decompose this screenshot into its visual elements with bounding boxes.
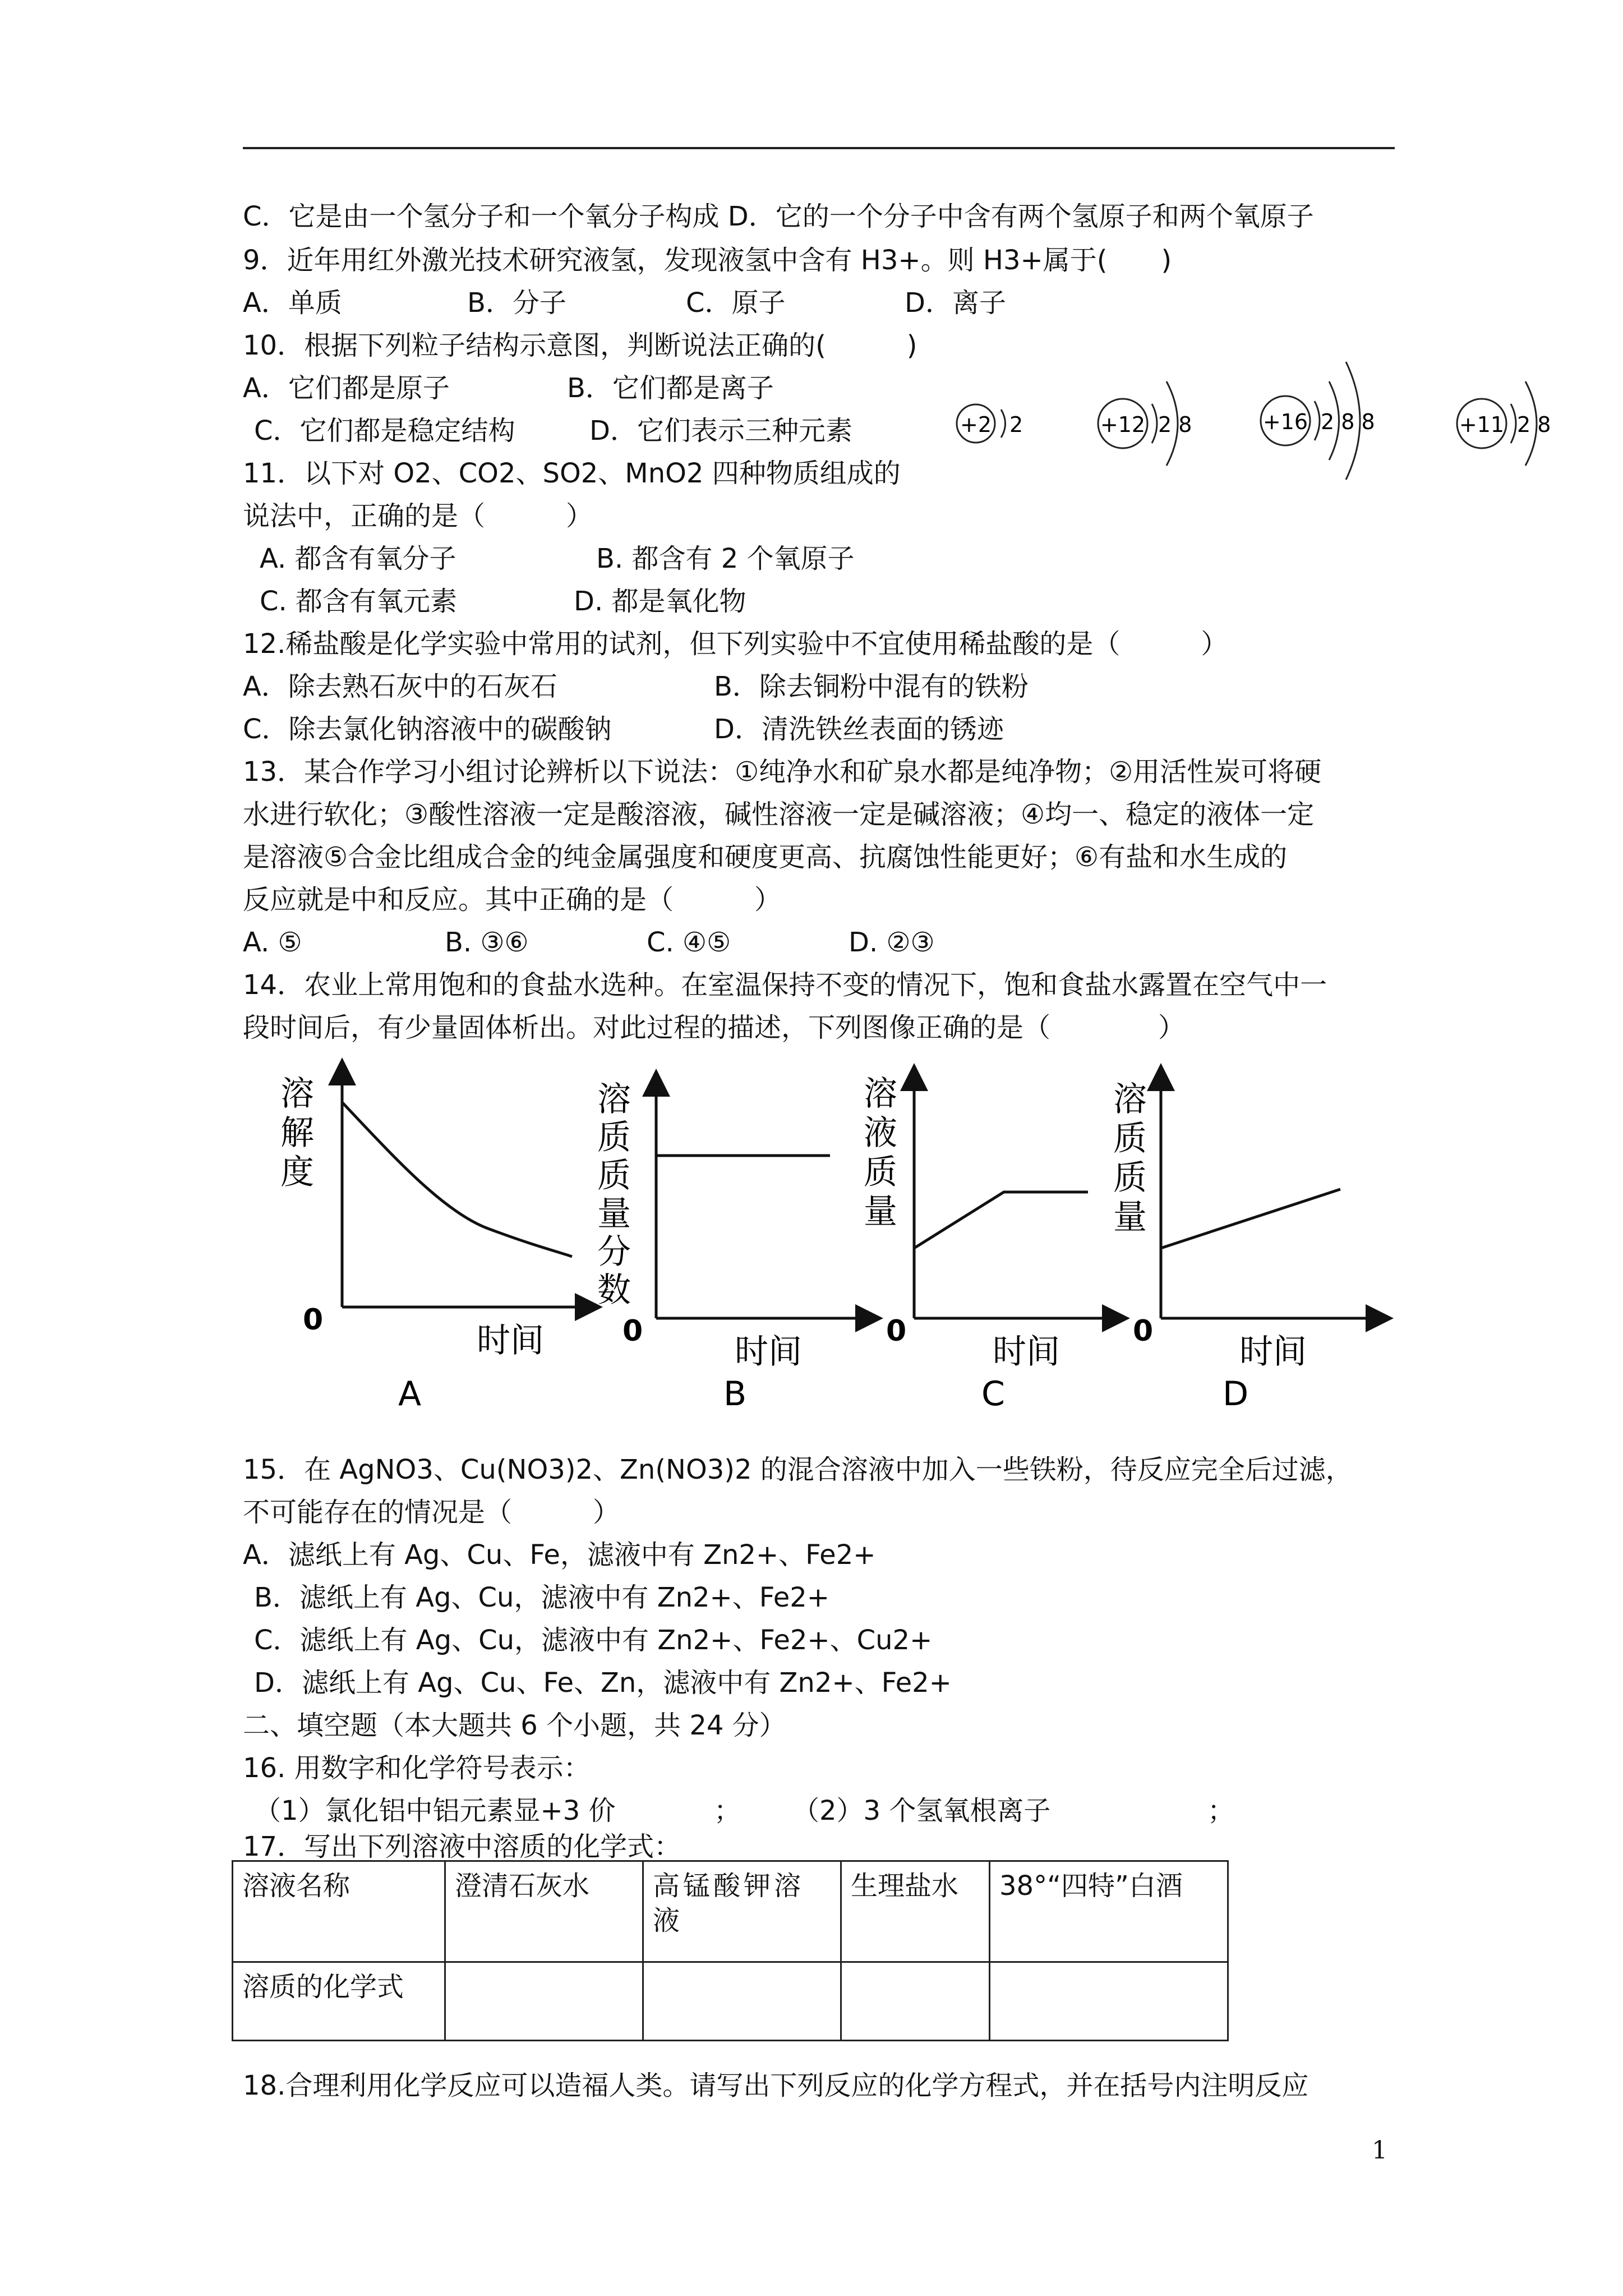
atom-4-electrons: 2 8: [1517, 412, 1551, 437]
graph-b-ylabel-4: 量: [597, 1194, 631, 1234]
graph-a: [280, 1071, 589, 1414]
q14-stem-1: 14．农业上常用饱和的食盐水选种。在室温保持不变的情况下，饱和食盐水露置在空气中一: [243, 969, 1327, 1001]
q13-stem-3: 是溶液⑤合金比组成合金的纯金属强度和硬度更高、抗腐蚀性能更好；⑥有盐和水生成的: [243, 841, 1288, 873]
table-cell: 溶质的化学式: [233, 1962, 445, 2041]
table-cell: 生理盐水: [841, 1861, 990, 1962]
graph-c-ylabel-2: 液: [864, 1114, 897, 1153]
table-cell: 高锰酸钾溶液: [643, 1861, 841, 1962]
q11-option-b: B. 都含有 2 个氧原子: [596, 543, 855, 574]
q16-blank-1: ；: [714, 1795, 741, 1826]
graph-d: [1113, 1077, 1380, 1414]
graph-d-xlabel: 时间: [1239, 1332, 1307, 1372]
q10-option-d: D．它们表示三种元素: [589, 415, 852, 447]
q16-part-2: （2）3 个氢氧根离子: [792, 1795, 1051, 1826]
graph-b-origin: 0: [623, 1314, 643, 1348]
q9-stem: 9．近年用红外激光技术研究液氢，发现液氢中含有 H3+。则 H3+属于( ): [243, 245, 1172, 276]
q11-option-c: C. 都含有氧元素: [260, 586, 458, 617]
graph-b-ylabel-5: 分: [597, 1232, 631, 1272]
graph-b: [597, 1080, 869, 1414]
q13-option-b: B. ③⑥: [445, 927, 529, 958]
q16-part-1: （1）氯化铝中铝元素显+3 价: [254, 1795, 616, 1826]
q11-options-ab: [260, 542, 855, 576]
q15-option-b: B．滤纸上有 Ag、Cu，滤液中有 Zn2+、Fe2+: [254, 1582, 830, 1613]
q11-stem-2: 说法中，正确的是（ ）: [243, 500, 593, 532]
table-cell: 澄清石灰水: [445, 1861, 643, 1962]
atom-2-nucleus: +12: [1100, 412, 1146, 437]
graph-a-ylabel-1: 溶: [280, 1074, 314, 1114]
graph-c-ylabel-4: 量: [864, 1192, 897, 1231]
graph-a-ylabel-2: 解: [280, 1114, 314, 1153]
q13-option-c: C. ④⑤: [647, 927, 731, 958]
graph-b-ylabel-1: 溶: [597, 1080, 631, 1119]
q17-table: [232, 1860, 1229, 2041]
answer-cell[interactable]: [643, 1962, 841, 2041]
graph-d-label: D: [1223, 1374, 1249, 1414]
graph-d-origin: 0: [1133, 1314, 1154, 1348]
table-cell: 溶液名称: [233, 1861, 445, 1962]
graph-c: [864, 1074, 1116, 1414]
q13-stem-1: 13．某合作学习小组讨论辨析以下说法：①纯净水和矿泉水都是纯净物；②用活性炭可将硬: [243, 756, 1322, 788]
q17-stem: 17．写出下列溶液中溶质的化学式：: [243, 1831, 681, 1862]
section-2-heading: 二、填空题（本大题共 6 个小题，共 24 分）: [243, 1710, 786, 1741]
atom-diagram-1: [948, 387, 1060, 462]
atom-4-nucleus: +11: [1459, 412, 1505, 437]
q12-option-c: C．除去氯化钠溶液中的碳酸钠: [243, 714, 612, 745]
q9-option-c: C．原子: [686, 287, 786, 319]
table-cell: 38°“四特”白酒: [990, 1861, 1228, 1962]
q13-option-d: D. ②③: [849, 927, 935, 958]
graph-c-ylabel-3: 质: [864, 1153, 897, 1192]
graph-d-ylabel-4: 量: [1113, 1198, 1147, 1237]
q14-graphs: [264, 1055, 1402, 1419]
atom-2-electrons: 2 8: [1158, 412, 1192, 437]
q9-option-b: B．分子: [467, 287, 566, 319]
atom-diagram-3: [1245, 348, 1419, 496]
q15-option-d: D．滤纸上有 Ag、Cu、Fe、Zn，滤液中有 Zn2+、Fe2+: [254, 1667, 952, 1699]
graph-c-label: C: [981, 1374, 1005, 1414]
graph-b-ylabel-6: 数: [597, 1271, 631, 1310]
q12-options-cd: [243, 712, 1004, 746]
answer-cell[interactable]: [990, 1962, 1228, 2041]
graph-b-xlabel: 时间: [735, 1332, 802, 1372]
q12-option-d: D．清洗铁丝表面的锈迹: [714, 714, 1004, 745]
q8-option-cd: C．它是由一个氢分子和一个氧分子构成 D．它的一个分子中含有两个氢原子和两个氧原子: [243, 201, 1314, 232]
graph-a-origin: 0: [303, 1303, 324, 1337]
graph-d-ylabel-2: 质: [1113, 1119, 1147, 1158]
table-row: [233, 1962, 1228, 2041]
q9-option-d: D．离子: [905, 287, 1006, 319]
header-rule: [243, 147, 1395, 149]
q13-options: [243, 926, 935, 959]
q15-option-a: A．滤纸上有 Ag、Cu、Fe，滤液中有 Zn2+、Fe2+: [243, 1539, 876, 1571]
q13-option-a: A. ⑤: [243, 927, 302, 958]
graph-b-label: B: [723, 1374, 747, 1414]
graph-c-origin: 0: [886, 1314, 907, 1348]
q16-blanks: [254, 1794, 1234, 1828]
atom-1-nucleus: +2: [960, 412, 992, 437]
atom-1-electrons: 2: [1009, 412, 1023, 437]
table-row: [233, 1861, 1228, 1962]
q10-option-c: C．它们都是稳定结构: [254, 415, 515, 447]
atom-diagram-2: [1082, 365, 1228, 485]
q10-options-cd: [254, 414, 852, 448]
graph-d-ylabel-1: 溶: [1113, 1080, 1147, 1119]
q12-option-b: B．除去铜粉中混有的铁粉: [714, 671, 1029, 702]
q9-option-a: A．单质: [243, 287, 342, 319]
graph-c-xlabel: 时间: [993, 1332, 1060, 1372]
graph-a-label: A: [398, 1374, 422, 1414]
q15-option-c: C．滤纸上有 Ag、Cu，滤液中有 Zn2+、Fe2+、Cu2+: [254, 1625, 933, 1656]
graph-a-ylabel-3: 度: [280, 1153, 314, 1192]
q12-options-ab: [243, 670, 1029, 703]
graph-b-ylabel-3: 质: [597, 1156, 631, 1195]
atom-3-electrons: 2 8 8: [1321, 409, 1375, 434]
q11-option-a: A. 都含有氧分子: [260, 543, 457, 574]
q18-stem: 18.合理利用化学反应可以造福人类。请写出下列反应的化学方程式，并在括号内注明反应: [243, 2070, 1309, 2101]
graph-c-ylabel-1: 溶: [864, 1074, 897, 1114]
q15-stem-1: 15．在 AgNO3、Cu(NO3)2、Zn(NO3)2 的混合溶液中加入一些铁粉，待反应完全后过滤，: [243, 1454, 1353, 1485]
graph-b-ylabel-2: 质: [597, 1118, 631, 1157]
q10-option-a: A．它们都是原子: [243, 372, 450, 404]
q14-stem-2: 段时间后，有少量固体析出。对此过程的描述，下列图像正确的是（ ）: [243, 1012, 1186, 1043]
q11-option-d: D. 都是氧化物: [574, 586, 746, 617]
page-number: 1: [1372, 2136, 1387, 2165]
q11-stem-1: 11．以下对 O2、CO2、SO2、MnO2 四种物质组成的: [243, 458, 901, 489]
q13-stem-2: 水进行软化；③酸性溶液一定是酸溶液，碱性溶液一定是碱溶液；④均一、稳定的液体一定: [243, 799, 1315, 830]
graph-d-ylabel-3: 质: [1113, 1158, 1147, 1198]
q10-option-b: B．它们都是离子: [567, 372, 774, 404]
q11-options-cd: [260, 585, 746, 618]
q10-stem: 10．根据下列粒子结构示意图，判断说法正确的( ): [243, 330, 917, 361]
q10-options-ab: [243, 371, 774, 405]
atom-diagram-4: [1441, 365, 1587, 485]
q9-options: [243, 286, 1006, 320]
answer-cell[interactable]: [445, 1962, 643, 2041]
q16-stem: 16. 用数字和化学符号表示：: [243, 1752, 591, 1784]
q12-stem: 12.稀盐酸是化学实验中常用的试剂，但下列实验中不宜使用稀盐酸的是（ ）: [243, 628, 1228, 660]
q12-option-a: A．除去熟石灰中的石灰石: [243, 671, 557, 702]
q13-stem-4: 反应就是中和反应。其中正确的是（ ）: [243, 884, 782, 915]
graph-a-xlabel: 时间: [477, 1321, 544, 1360]
q15-stem-2: 不可能存在的情况是（ ）: [243, 1497, 620, 1528]
answer-cell[interactable]: [841, 1962, 990, 2041]
q16-blank-2: ；: [1207, 1795, 1235, 1826]
atom-3-nucleus: +16: [1262, 409, 1308, 434]
